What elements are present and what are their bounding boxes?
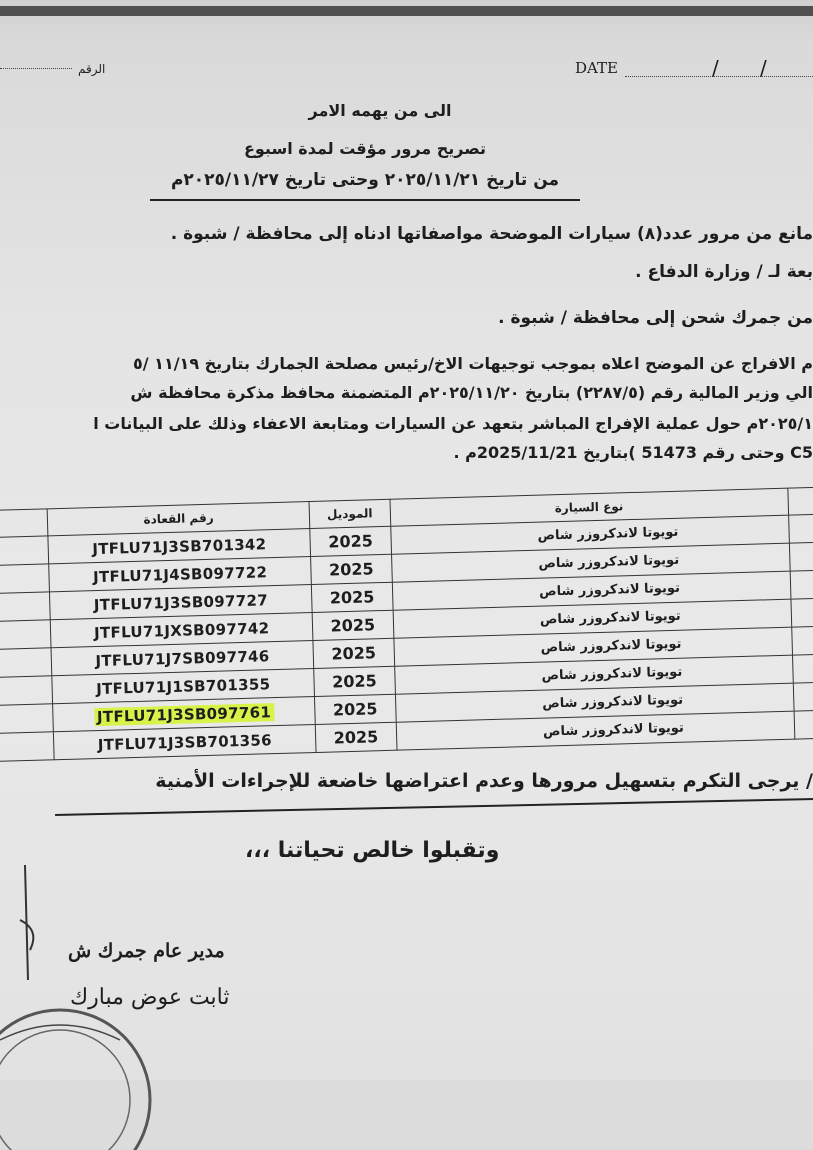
body-line-2: بعة لـ / وزارة الدفاع . [635, 262, 813, 282]
body-line-1: مانع من مرور عدد(٨) سيارات الموضحة مواصفاتها ادناه إلى محافظة / شبوة . [170, 224, 813, 244]
title-to-whom: الى من يهمه الامر [308, 101, 452, 120]
table-cell-model: 2025 [311, 582, 392, 612]
body-line-6: ٢٠٢٥/١م حول عملية الإفراج المباشر بتعهد عن السيارات ومتابعة الاعفاء وذلك على البيانات ا [93, 414, 813, 433]
closing-underline [55, 798, 813, 816]
date-separator-1: / [712, 56, 719, 80]
body-line-3: من جمرك شحن إلى محافظة / شبوة . [498, 308, 813, 328]
table-cell-blank-right [792, 653, 813, 683]
title-date-range: من تاريخ ٢٠٢٥/١١/٢١ وحتى تاريخ ٢٠٢٥/١١/٢٧م [170, 170, 560, 190]
vin-text: JTFLU71J7SB097746 [95, 646, 270, 670]
table-cell-vin [53, 724, 316, 759]
signatory-name: ثابت عوض مبارك [70, 985, 230, 1010]
date-separator-2: / [760, 56, 767, 80]
table-cell-model: 2025 [310, 526, 391, 556]
official-stamp [0, 1000, 160, 1150]
title-underline [150, 199, 580, 201]
body-line-7: C5 وحتى رقم 51473 )بتاريخ 2025/11/21م . [453, 443, 813, 462]
table-cell-type: تويوتا لاندكروزر شاص [394, 655, 793, 694]
vin-text: JTFLU71J3SB097727 [93, 590, 269, 614]
table-cell-type: تويوتا لاندكروزر شاص [393, 599, 792, 638]
table-cell-blank-right [794, 709, 813, 739]
table-cell-blank-right [791, 597, 813, 627]
top-edge-bar [0, 6, 813, 16]
table-cell-blank-left [0, 676, 53, 706]
table-cell-blank-left [0, 564, 50, 594]
table-cell-type: تويوتا لاندكروزر شاص [394, 627, 793, 666]
table-cell-blank-right [788, 513, 813, 543]
table-cell-type: تويوتا لاندكروزر شاص [391, 543, 790, 582]
vin-text: JTFLU71J1SB701355 [95, 674, 271, 698]
closing-regards: وتقبلوا خالص تحياتنا ،،، [245, 838, 500, 863]
table-cell-model: 2025 [314, 666, 395, 696]
table-header-type: نوع السيارة [390, 488, 789, 526]
table-cell-model: 2025 [315, 722, 396, 752]
table-cell-blank-right [793, 681, 813, 711]
vin-text: JTFLU71J3SB701356 [97, 730, 273, 754]
closing-request: / يرجى التكرم بتسهيل مرورها وعدم اعتراضها خاضعة للإجراءات الأمنية [155, 770, 813, 792]
signature-scribble [0, 860, 60, 1000]
table-cell-model: 2025 [312, 610, 393, 640]
number-label: الرقم [78, 62, 106, 76]
body-line-4: م الافراج عن الموضح اعلاه بموجب توجيهات الاخ/رئيس مصلحة الجمارك بتاريخ ١١/١٩ /٥ [132, 354, 813, 373]
date-label: DATE [575, 59, 618, 77]
vin-text: JTFLU71J4SB097722 [92, 562, 268, 586]
table-cell-blank-left [0, 592, 50, 622]
table-cell-model: 2025 [315, 694, 396, 724]
table-cell-type: تويوتا لاندكروزر شاص [390, 515, 789, 554]
table-cell-type: تويوتا لاندكروزر شاص [396, 711, 795, 750]
title-permit: تصريح مرور مؤقت لمدة اسبوع [243, 139, 487, 158]
table-header-blank-left [0, 509, 48, 538]
top-edge-band [0, 0, 813, 40]
table-header-model: الموديل [309, 499, 390, 528]
table-cell-model: 2025 [311, 554, 392, 584]
table-cell-blank-left [0, 620, 51, 650]
date-dotted-line [625, 76, 813, 77]
vin-text: JTFLU71J3SB701342 [92, 534, 267, 558]
table-cell-blank-right [792, 625, 813, 655]
table-cell-blank-left [0, 732, 54, 762]
signatory-title: مدير عام جمرك ش [68, 940, 225, 962]
number-dotted-line [0, 68, 72, 69]
table-cell-blank-right [790, 569, 813, 599]
table-cell-blank-left [0, 704, 53, 734]
highlighted-vin: JTFLU71J3SB097761 [94, 703, 275, 726]
table-cell-blank-left [0, 536, 49, 566]
table-cell-blank-left [0, 648, 52, 678]
vehicles-table [0, 486, 813, 762]
table-header-blank-right [788, 486, 813, 515]
table-cell-model: 2025 [313, 638, 394, 668]
table-header-vin: رقم القعادة [47, 502, 310, 536]
table-cell-type: تويوتا لاندكروزر شاص [395, 683, 794, 722]
body-line-5: الي وزير المالية رقم (٢٢٨٧/٥) بتاريخ ٢٠٢٥/١١/٢٠م المتضمنة محافظ مذكرة محافظة ش [130, 383, 813, 402]
vin-text: JTFLU71JXSB097742 [93, 618, 270, 642]
table-cell-blank-right [789, 541, 813, 571]
table-cell-type: تويوتا لاندكروزر شاص [392, 571, 791, 610]
